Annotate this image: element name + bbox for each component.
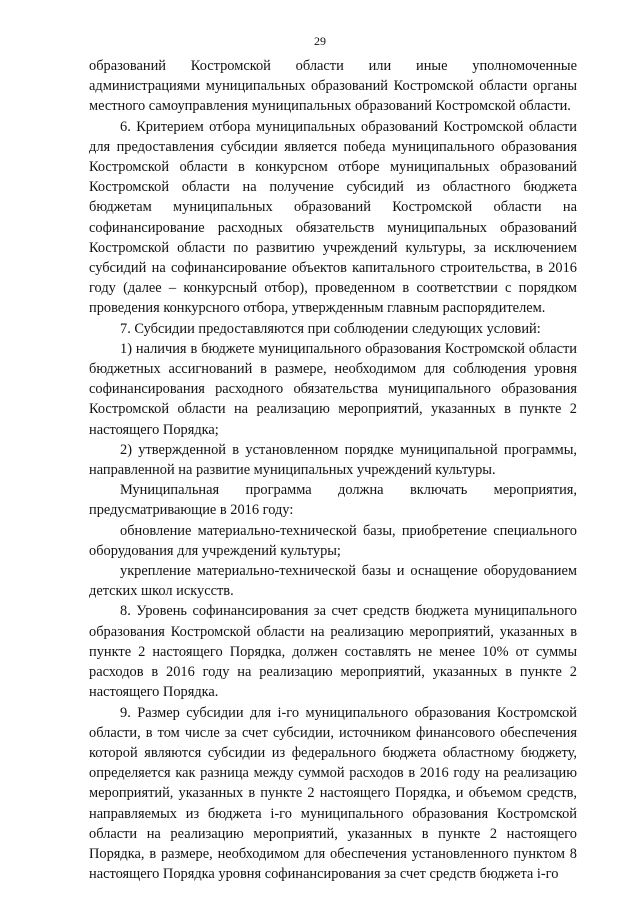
paragraph-8: укрепление материально-технической базы и оснащение оборудованием детских школ искусств. [89, 563, 577, 600]
paragraph-10: 9. Размер субсидии для i-го муниципального образования Костромской области, в том числе за счет субсидии, источником финансового обеспечения которой являются субсидии из федерального бюджета областному бюджету, определяется как разница между суммой расходов в 2016 году на реализацию мероприятий, указанных в пункте 2 настоящего Порядка, и объемом средств, направляемых из бюджета i-го муниципального образования Костромской области на реализацию мероприятий, указанных в пункте 2 настоящего Порядка, в размере, необходимом для обеспечения установленного пунктом 8 настоящего Порядка уровня софинансирования за счет средств бюджета i-го [89, 704, 577, 883]
document-body [89, 56, 577, 884]
paragraph-5: 2) утвержденной в установленном порядке муниципальной программы, направленной на развитие муниципальных учреждений культуры. [89, 441, 577, 479]
paragraph-1: образований Костромской области или иные уполномоченные администрациями муниципальных образований Костромской области органы местного самоуправления муниципальных образований Костромской области. [89, 58, 577, 115]
paragraph-4: 1) наличия в бюджете муниципального образования Костромской области бюджетных ассигнований в размере, необходимом для соблюдения уровня софинансирования расходного обязательства муниципального образования Костромской области на реализацию мероприятий, указанных в пункте 2 настоящего Порядка; [89, 340, 577, 438]
page-number: 29 [314, 34, 326, 48]
paragraph-7: обновление материально-технической базы, приобретение специального оборудования для учреждений культуры; [89, 522, 577, 559]
paragraph-9: 8. Уровень софинансирования за счет средств бюджета муниципального образования Костромской области на реализацию мероприятий, указанных в пункте 2 настоящего Порядка, должен составлять не менее 10% от суммы расходов в 2016 году на реализацию мероприятий, указанных в пункте 2 настоящего Порядка. [89, 603, 577, 701]
paragraph-2: 6. Критерием отбора муниципальных образований Костромской области для предоставления субсидии является победа муниципального образования Костромской области в конкурсном отборе муниципальных образований Костромской области на получение субсидий из областного бюджета бюджетам муниципальных образований Костромской области на софинансирование расходных обязательств муниципальных образований Костромской области по развитию учреждений культуры, за исключением субсидий на софинансирование объектов капитального строительства, в 2016 году (далее – конкурсный отбор), проведенном в соответствии с порядком проведения конкурсного отбора, утвержденным главным распорядителем. [89, 118, 577, 317]
paragraph-6: Муниципальная программа должна включать мероприятия, предусматривающие в 2016 году: [89, 482, 577, 519]
paragraph-3: 7. Субсидии предоставляются при соблюдении следующих условий: [120, 320, 541, 337]
